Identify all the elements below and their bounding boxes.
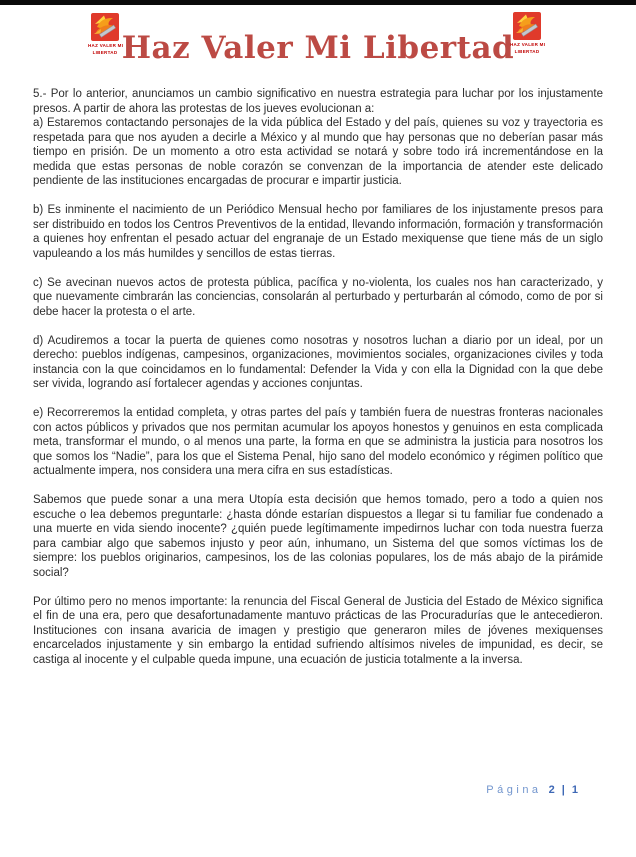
logo-caption-line1: HAZ VALER MI (88, 43, 124, 48)
paragraph-item-a: a) Estaremos contactando personajes de la vida pública del Estado y del país, quienes su voz y trayectoria es respetada para que nos ayuden a decirle a México y al mundo que hay personas que no deberían pasar más tiempo en prisión. De un momento a otro esta actividad se notará y sobre todo irá incrementándose en la medida que estas personas de noble corazón se convenzan de la importancia de atender este delicado pendiente de las instituciones encargadas de procurar e impartir justicia. (33, 117, 603, 187)
paragraph-intro: 5.- Por lo anterior, anunciamos un cambio significativo en nuestra estrategia para luchar por los injustamente presos. A partir de ahora las protestas de los jueves evolucionan a: (33, 88, 603, 115)
page-footer (486, 784, 580, 796)
paragraph-item-c: c) Se avecinan nuevos actos de protesta pública, pacífica y no-violenta, los cuales nos han caracterizado, y que nuevamente cimbrarán las conciencias, consolarán al perturbado y perturbarán al cómodo, como de por si debe hacer la protesta o el arte. (33, 276, 603, 318)
scan-edge-top-bar (0, 0, 636, 5)
logo-caption-line2: LIBERTAD (514, 49, 540, 54)
footer-page-number: 2 | 1 (548, 784, 580, 796)
logo-caption-line2: LIBERTAD (92, 50, 118, 55)
footer-page-label: Página (486, 784, 542, 796)
document-body (33, 87, 603, 682)
paragraph-utopia: Sabemos que puede sonar a una mera Utopía esta decisión que hemos tomado, pero a todo a quien nos escuche o lea debemos preguntarle: ¿hasta dónde estarían dispuestos a llegar si tu familiar fue condenado a una muerte en vida siendo inocente? ¿quién puede legítimamente impedirnos luchar con toda nuestra fuerza para cambiar algo que sabemos injusto y peor aún, inhumano, un Sistema del que somos víctimas los de siempre: los pueblos originarios, campesinos, los de las colonias populares, los de más abajo de la pirámide social? (33, 494, 603, 579)
logo-caption-line1: HAZ VALER MI (510, 42, 546, 47)
paragraph-item-e: e) Recorreremos la entidad completa, y otras partes del país y también fuera de nuestras fronteras nacionales con actos públicos y privados que nos permitan acumular los apoyos honestos y genuinos en esta complicada meta, transformar el mundo, o al menos una parte, la forma en que se administra la justicia para nosotros los que somos los “Nadie”, para los que el Sistema Penal, hijo sano del modelo económico y régimen político que actualmente impera, nos considera una mera cifra en sus estadísticas. (33, 407, 603, 477)
page-title: Haz Valer Mi Libertad (121, 30, 515, 66)
paragraph-item-b: b) Es inminente el nacimiento de un Periódico Mensual hecho por familiares de los injustamente presos para ser distribuido en todos los Centros Preventivos de la entidad, llevando información, formación y transformación a quienes hoy enfrentan el pesado actuar del engranaje de un Estado mexiquense que tiene más de un siglo vapuleando a los más humildes y sencillos de estas tierras. (33, 204, 603, 260)
paragraph-item-d: d) Acudiremos a tocar la puerta de quienes como nosotras y nosotros luchan a diario por un ideal, por un derecho: pueblos indígenas, campesinos, organizaciones, movimientos sociales, organizaciones civiles y toda instancia con la que coincidamos en lo fundamental: Defender la Vida y con ella la Dignidad con la que debe ser vivida, logrando así fortalecer agendas y acciones conjuntas. (33, 334, 603, 390)
paragraph-closing: Por último pero no menos importante: la renuncia del Fiscal General de Justicia del Estado de México significa el fin de una era, pero que desafortunadamente mantuvo prácticas de las Procuradurías que le antecedieron. Instituciones con insana avaricia de imagen y prestigio que generaron miles de jóvenes mexiquenses encarcelados injustamente y sin embargo la entidad sufriendo altísimos niveles de impunidad, es decir, se castiga al inocente y el culpable queda impune, una ecuación de justicia totalmente a la inversa. (33, 595, 603, 666)
